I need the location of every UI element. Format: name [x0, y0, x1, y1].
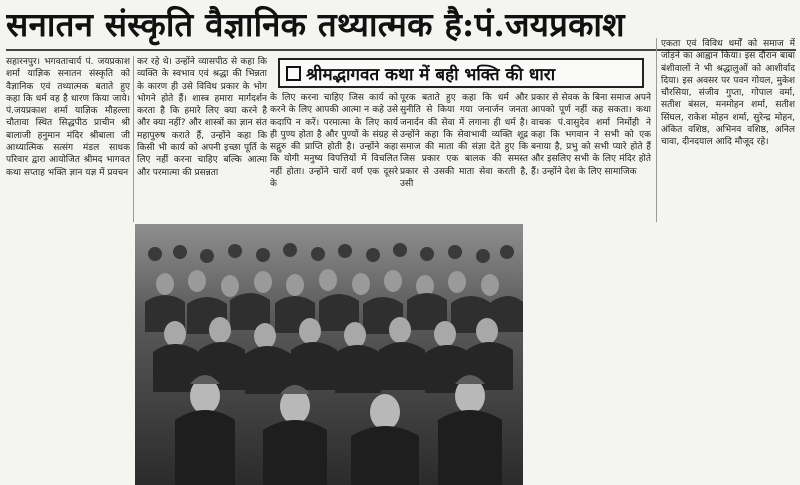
column-text: एकता एवं विविध धर्मों को समाज में जोड़ने का आह्वान किया। इस दौरान बाबा बंशीवालों ने भी श्रद्धालुओं को आशीर्वाद दिया। इस अवसर पर पवन गोयल, मुकेश चौरसिया, संजीव गुप्ता, गोपाल वर्मा, सतीश बंसल, मनमोहन शर्मा, सतीश सिंघल, राकेश मोहन शर्मा, सुरेन्द्र मोहन, अंकित वशिष्ठ, अभिनव वशिष्ठ, अनिल चावा, दीनदयाल आदि मौजूद रहे।: [661, 39, 795, 148]
article-column-2: [137, 56, 267, 222]
column-divider: [133, 56, 134, 222]
article-column-1: [6, 56, 130, 222]
column-divider: [656, 38, 657, 222]
headline: सनातन संस्कृति वैज्ञानिक तथ्यात्मक है:पं.जयप्रकाश: [6, 5, 625, 44]
article-column-5: [531, 92, 651, 222]
square-bullet-icon: [286, 66, 301, 81]
article-column-3: [270, 92, 398, 222]
column-text: कर रहे थे। उन्होंने व्यासपीठ से कहा कि व्यक्ति के स्वभाव एवं श्रद्धा की भिन्नता के कारण ही उसे विविध प्रकार के भोग भोगने होते हैं। शास्त्र हमारा मार्गदर्शन करता है कि हमारे लिए क्या करने है और क्या नहीं? और शास्त्रों का ज्ञान संत महापुरुष कराते हैं, उन्होंने कहा कि किसी भी कार्य को अपनी इच्छा पूर्ति के लिए नहीं करना चाहिए बल्कि आत्मा और परमात्मा की प्रसन्नता: [137, 57, 267, 178]
subheadline: श्रीमद्भागवत कथा में बही भक्ति की धारा: [306, 64, 556, 85]
column-text: के लिए करना चाहिए जिस कार्य को करने के लिए आपकी आत्मा न कहे उसे कदापि न करें। परमात्मा के लिए कार्य ही पुण्य होता है और पुण्यों के संग्रह से सद्गुरु की प्राप्ति होती है। उन्होंने कहा कि योगी मनुष्य विपत्तियों में विचलित नहीं होता। उन्होंने चारों वर्ण एक दूसरे के: [270, 93, 398, 190]
crowd-photo-illustration: [135, 224, 523, 485]
crowd-photo: [135, 224, 523, 485]
column-text: पूरक बताते हुए कहा कि धर्म और सुनीति से किया गया जनार्जन जनता जनार्दन की सेवा में लगाना ही धर्म है। उन्होंने कहा कि सेवाभावी व्यक्ति शूद्र समाज की माता की संज्ञा देते हुए कि जिस प्रकार एक बालक की समस्त प्रकार से उसकी माता सेवा करती है, उसी: [400, 93, 528, 190]
subheadline-box: [278, 58, 644, 88]
column-text: सहारनपुर। भगवताचार्य पं. जयप्रकाश शर्मा याज्ञिक सनातन संस्कृति को वैज्ञानिक एवं तथ्यात्मक बताते हुए कहा कि धर्म वह है धारण किया जाये। पं.जयप्रकाश शर्मा याज्ञिक मौहल्ला चौतावा स्थित सिद्धपीठ प्राचीन श्री बालाजी हनुमान मंदिर श्रीबाला जी आध्यात्मिक सत्संग मंडल साधक परिवार द्वारा आयोजित श्रीमद भागवत कथा सप्ताह भक्ति ज्ञान यज्ञ में प्रवचन: [6, 57, 130, 178]
article-column-4: [400, 92, 528, 222]
column-text: प्रकार से सेवक के बिना समाज अपने आपको पूर्ण नहीं कह सकता। कथा वाचक पं.वासुदेव शर्मा निर्मोही ने कहा कि भगवान ने सभी को एक बनाया है, प्रभु को सभी प्यारे होते हैं और इसलिए सभी के लिए मंदिर होते हैं। उन्होंने देश के लिए सामाजिक: [531, 93, 651, 177]
article-column-6: [661, 38, 795, 222]
